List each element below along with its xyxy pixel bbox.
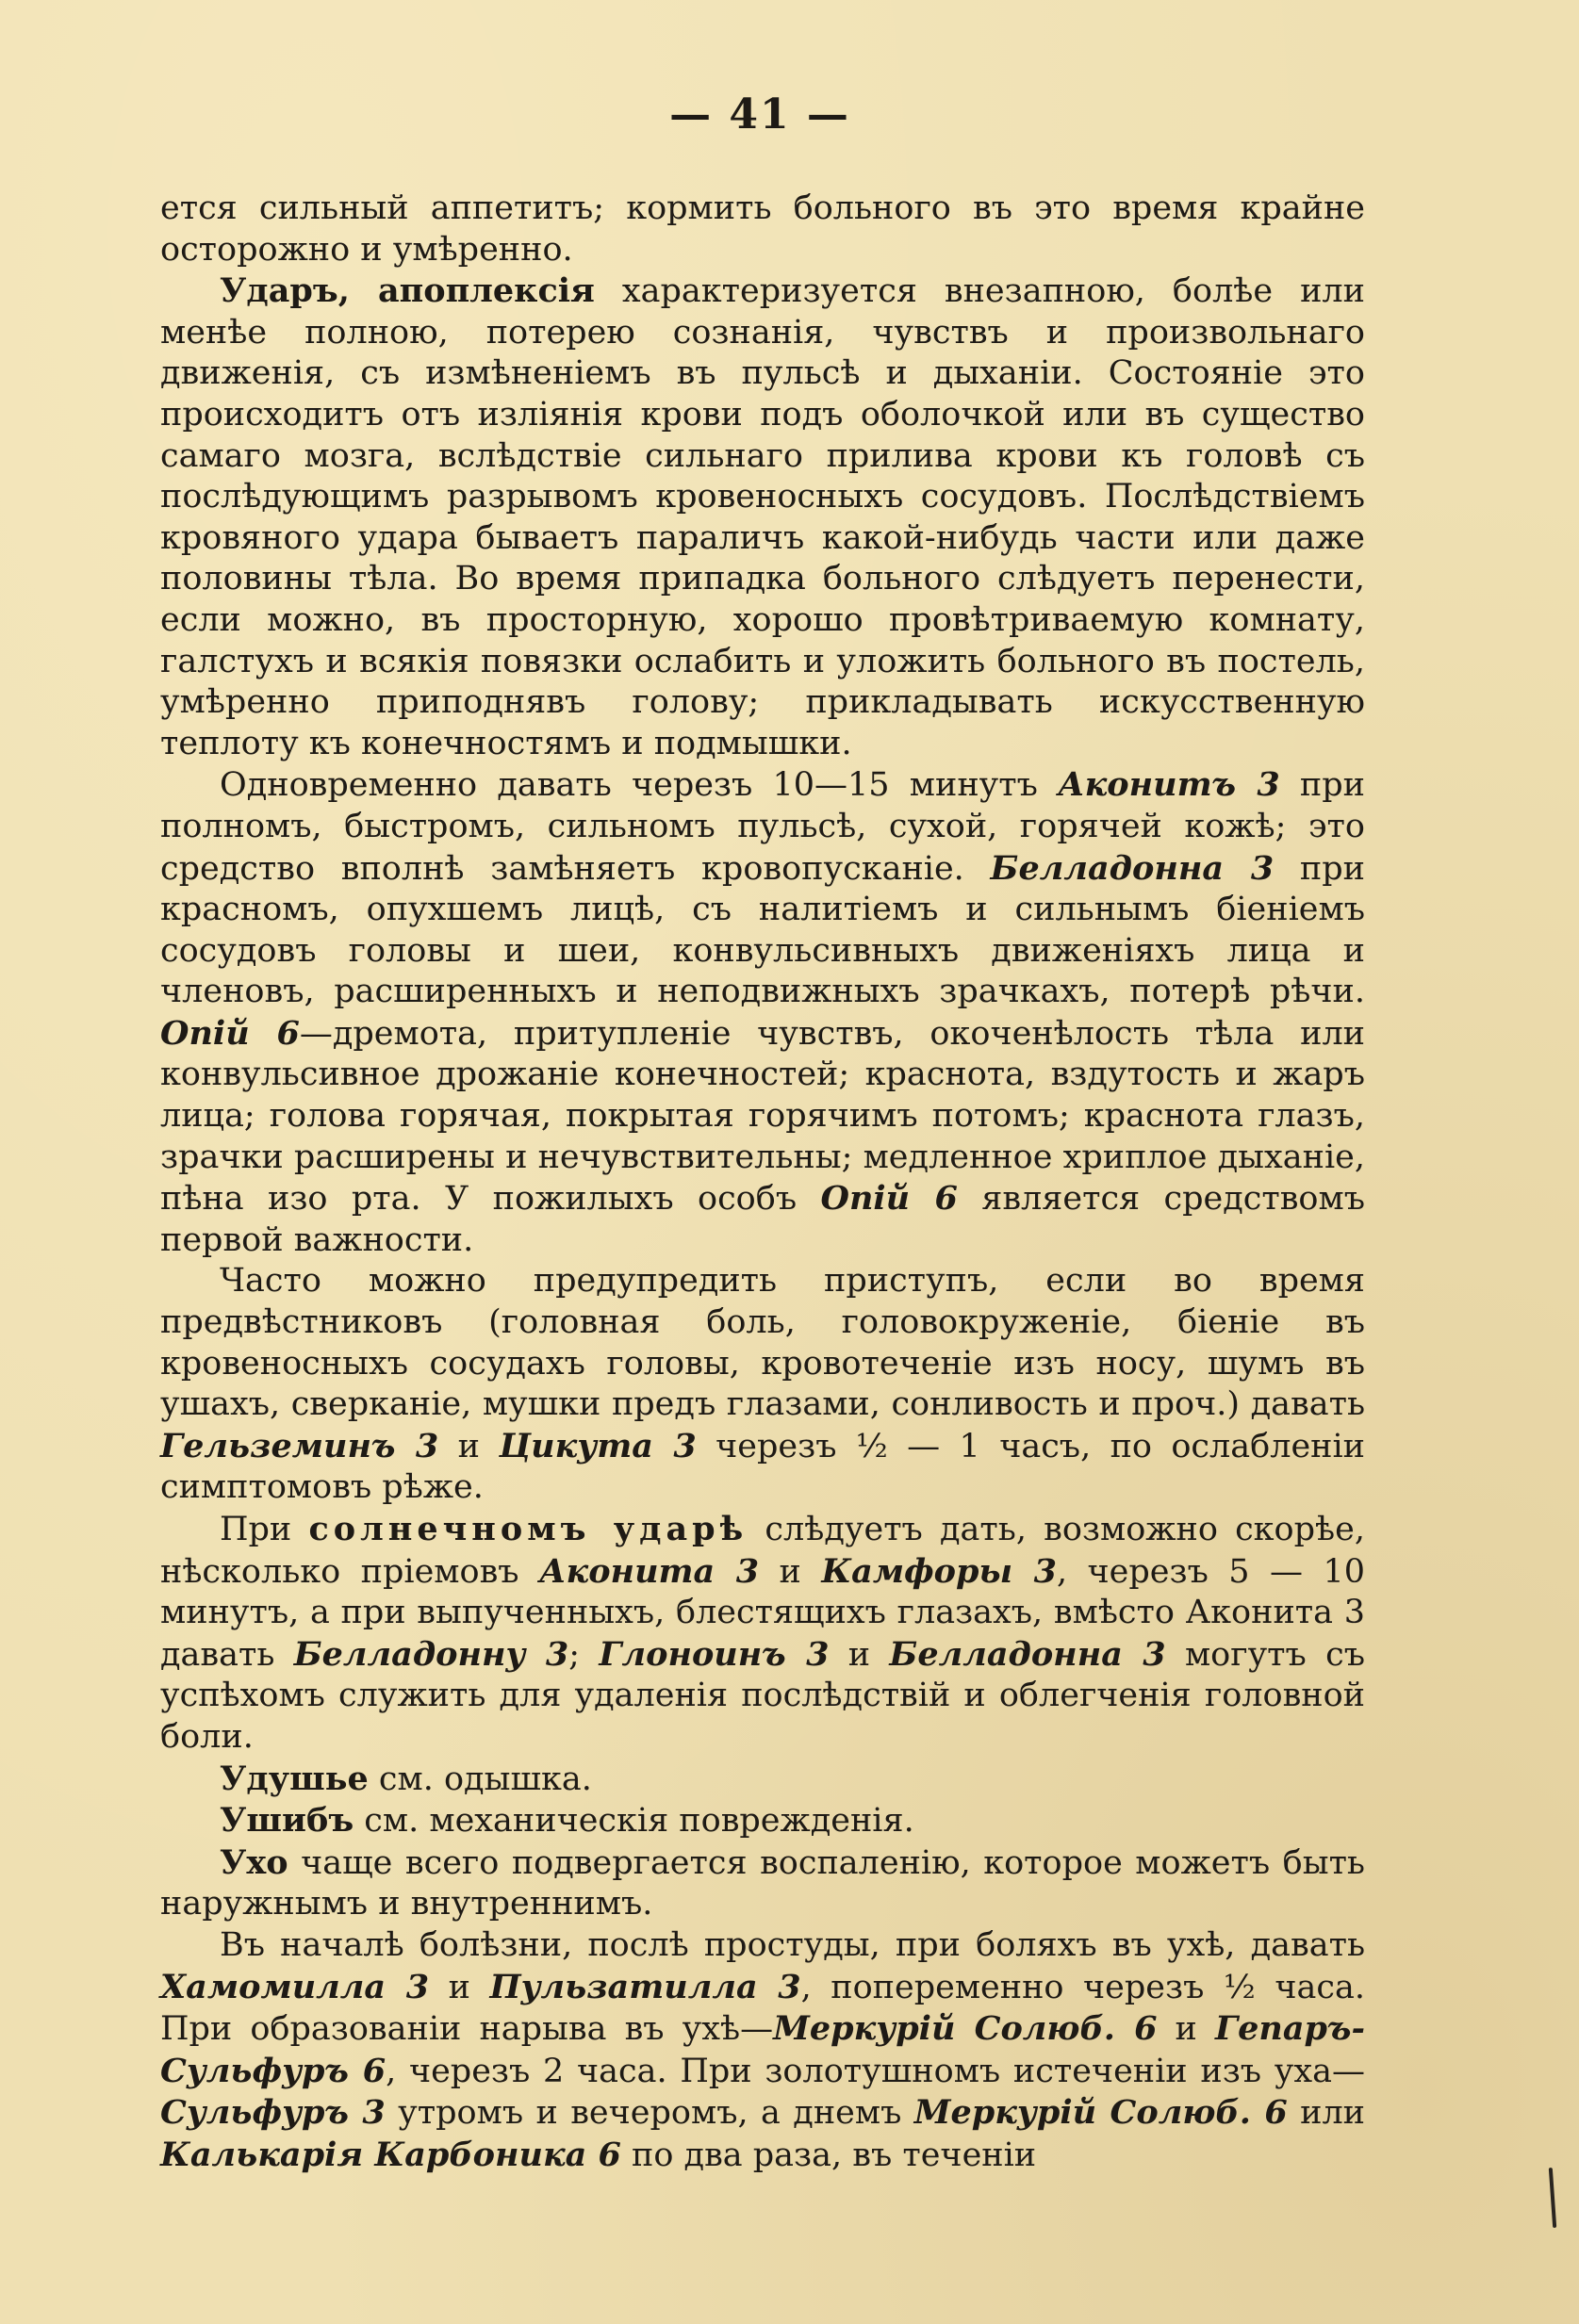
paragraph-text: черезъ ½ — 1 часъ, по ослабленіи симптомовъ рѣже.	[160, 1427, 1366, 1507]
remedy-name: Глоноинъ 3	[599, 1634, 830, 1674]
entry-term: Ухо	[220, 1842, 288, 1882]
paragraph-text: , попеременно черезъ ½ часа. При образованіи нарыва въ ухѣ—	[160, 1968, 1365, 2049]
remedy-name: Белладонну 3	[293, 1634, 569, 1674]
paragraph-text: по два раза, въ теченіи	[620, 2136, 1037, 2174]
paragraph-text: и	[759, 1552, 822, 1591]
remedy-name: Белладонна 3	[889, 1634, 1166, 1674]
paragraph-text: , черезъ 5 — 10 минутъ, а при выпученныхъ, блестящихъ глазахъ, вмѣсто Аконита 3 давать	[160, 1552, 1365, 1674]
remedy-name: Хамомилла 3	[160, 1967, 430, 2006]
remedy-name: Камфоры 3	[821, 1551, 1057, 1591]
page-number: — 41 —	[669, 90, 850, 139]
paragraph-text: является средствомъ первой важности.	[160, 1180, 1365, 1259]
paragraph-text: и	[1157, 2010, 1215, 2049]
paragraph-apoplexy	[160, 270, 1365, 764]
paragraph-suffocation	[160, 1759, 1365, 1801]
entry-term: Ударъ, апоплексія	[220, 271, 595, 311]
paragraph-text: при красномъ, опухшемъ лицѣ, съ налитіемъ и сильнымъ біеніемъ сосудовъ головы и шеи, конвульсивныхъ движеніяхъ лица и членовъ, расширенныхъ и неподвижныхъ зрачкахъ, потерѣ рѣчи.	[160, 849, 1365, 1011]
paragraph-text: или	[1287, 2094, 1365, 2133]
paragraph-text: ется сильный аппетитъ; кормить больного въ это время крайне осторожно и умѣренно.	[160, 189, 1365, 269]
entry-term: солнечномъ ударѣ	[308, 1510, 748, 1548]
paragraph-text: и	[438, 1427, 500, 1465]
paragraph-text: ;	[568, 1635, 600, 1674]
paragraph-sunstroke	[160, 1509, 1365, 1759]
paragraph-text: характеризуется внезапною, болѣе или менѣе полною, потерею сознанія, чувствъ и произвольнаго движенія, съ измѣненіемъ въ пульсѣ и дыханіи. Состояніе это происходитъ отъ изліянія крови подъ оболочкой или въ существо самаго мозга, вслѣдствіе сильнаго прилива крови къ головѣ съ послѣдующимъ разрывомъ кровеносныхъ сосудовъ. Послѣдствіемъ кровяного удара бываетъ параличъ какой-нибудь части или даже половины тѣла. Во время припадка больного слѣдуетъ перенести, если можно, въ просторную, хорошо провѣтриваемую комнату, галстухъ и всякія повязки ослабить и уложить больного въ постель, умѣренно приподнявъ голову; прикладывать искусственную теплоту къ конечностямъ и подмышки.	[160, 272, 1365, 762]
remedy-name: Аконитъ 3	[1058, 765, 1280, 805]
paragraph-text: при полномъ, быстромъ, сильномъ пульсѣ, сухой, горячей кожѣ; это средство вполнѣ замѣняетъ кровопусканіе.	[160, 766, 1365, 888]
remedy-name: Меркурій Солюб. 6	[913, 2093, 1288, 2133]
paragraph-text: см. одышка.	[368, 1759, 592, 1798]
paragraph-text: Часто можно предупредить приступъ, если во время предвѣстниковъ (головная боль, головокруженіе, біеніе въ кровеносныхъ сосудахъ головы, кровотеченіе изъ носу, шумъ въ ушахъ, сверканіе, мушки предъ глазами, сонливость и проч.) давать	[160, 1262, 1365, 1424]
paragraph-text: Одновременно давать черезъ 10—15 минутъ	[220, 766, 1059, 805]
paragraph-appetite	[160, 188, 1365, 270]
text-body	[160, 188, 1365, 2177]
paragraph-bruise	[160, 1800, 1365, 1842]
paragraph-prevention	[160, 1261, 1365, 1509]
paragraph-text: При	[220, 1511, 309, 1548]
paragraph-text: слѣдуетъ дать, возможно скорѣе, нѣсколько пріемовъ	[160, 1511, 1365, 1591]
entry-term: Ушибъ	[220, 1801, 354, 1841]
paragraph-ear	[160, 1842, 1365, 1925]
paragraph-text: могутъ съ успѣхомъ служить для удаленія послѣдствій и облегченія головной боли.	[160, 1635, 1365, 1756]
remedy-name: Опій 6	[160, 1013, 300, 1053]
paragraph-text: и	[429, 1968, 490, 2006]
paragraph-text: , черезъ 2 часа. При золотушномъ истеченіи изъ уха—	[386, 2052, 1365, 2090]
paragraph-text: утромъ и вечеромъ, а днемъ	[385, 2094, 914, 2133]
paragraph-text: и	[829, 1635, 890, 1674]
remedy-name: Пульзатилла 3	[489, 1967, 801, 2006]
remedy-name: Меркурій Солюб. 6	[773, 2009, 1158, 2049]
remedy-name: Сульфуръ 3	[160, 2093, 386, 2133]
remedy-name: Аконита 3	[539, 1551, 760, 1591]
remedy-name: Калькарія Карбоника 6	[160, 2135, 621, 2174]
paragraph-text: чаще всего подвергается воспаленію, которое можетъ быть наружнымъ и внутреннимъ.	[160, 1843, 1365, 1923]
paragraph-text: Въ началѣ болѣзни, послѣ простуды, при боляхъ въ ухѣ, давать	[220, 1925, 1365, 1964]
remedy-name: Опій 6	[820, 1179, 958, 1219]
paragraph-text: см. механическія поврежденія.	[354, 1802, 914, 1841]
paragraph-ear-treatment	[160, 1925, 1365, 2177]
paragraph-apoplexy-treatment	[160, 764, 1365, 1261]
remedy-name: Гельземинъ 3	[160, 1426, 439, 1465]
margin-mark	[1549, 2168, 1556, 2228]
remedy-name: Белладонна 3	[990, 848, 1275, 888]
paragraph-text: —дремота, притупленіе чувствъ, окоченѣлость тѣла или конвульсивное дрожаніе конечностей; краснота, вздутость и жаръ лица; голова горячая, покрытая горячимъ потомъ; краснота глазъ, зрачки расширены и нечувствительны; медленное хриплое дыханіе, пѣна изо рта. У пожилыхъ особъ	[160, 1014, 1366, 1219]
remedy-name: Цикута 3	[499, 1426, 697, 1465]
remedy-name: Гепаръ-Сульфуръ 6	[160, 2009, 1365, 2090]
entry-term: Удушье	[220, 1759, 369, 1798]
